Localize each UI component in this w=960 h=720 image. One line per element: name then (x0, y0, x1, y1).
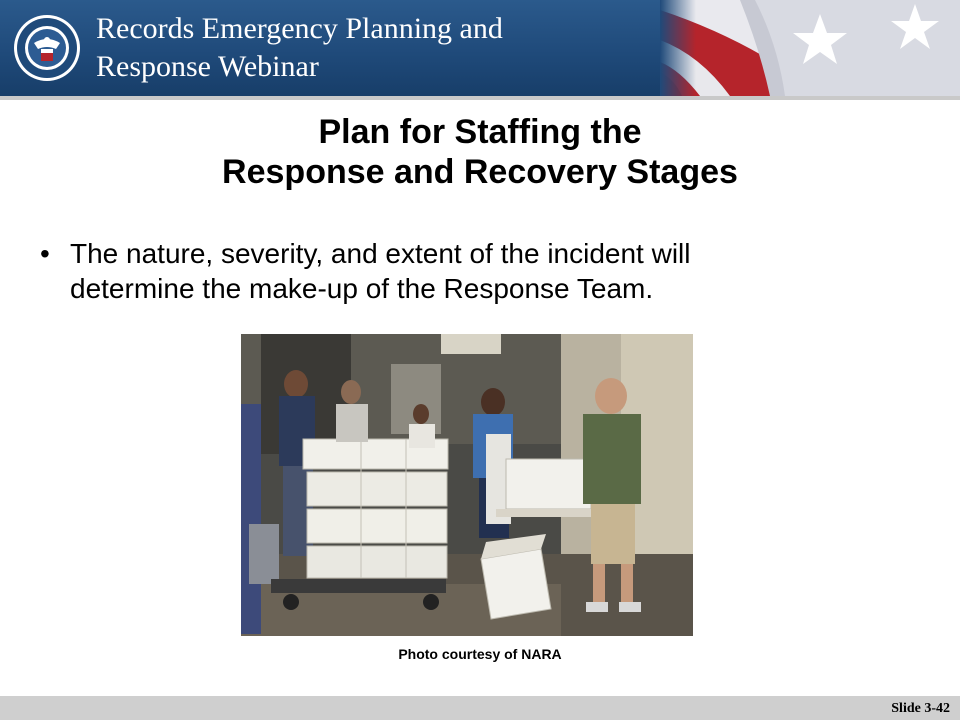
banner-title-line-2: Response Webinar (96, 50, 319, 83)
banner-title-line-1: Records Emergency Planning and (96, 12, 503, 45)
dhs-seal-icon (12, 13, 82, 83)
slide-title-line-2: Response and Recovery Stages (222, 153, 738, 191)
american-flag-graphic (660, 0, 960, 96)
banner-title (96, 10, 503, 86)
bullet-text-line-2: determine the make-up of the Response Team. (70, 273, 654, 304)
footer-bar (0, 696, 960, 720)
photo-caption: Photo courtesy of NARA (398, 646, 562, 662)
slide-number: Slide 3-42 (891, 701, 950, 716)
bullet-item (40, 236, 920, 306)
slide-title-line-1: Plan for Staffing the (318, 113, 642, 151)
header-banner (0, 0, 960, 98)
banner-divider (0, 96, 960, 100)
bullet-mark: • (40, 238, 50, 269)
bullet-text-line-1: The nature, severity, and extent of the incident will (70, 238, 691, 269)
slide-title (0, 112, 960, 192)
workers-moving-record-boxes-photo (241, 334, 693, 636)
